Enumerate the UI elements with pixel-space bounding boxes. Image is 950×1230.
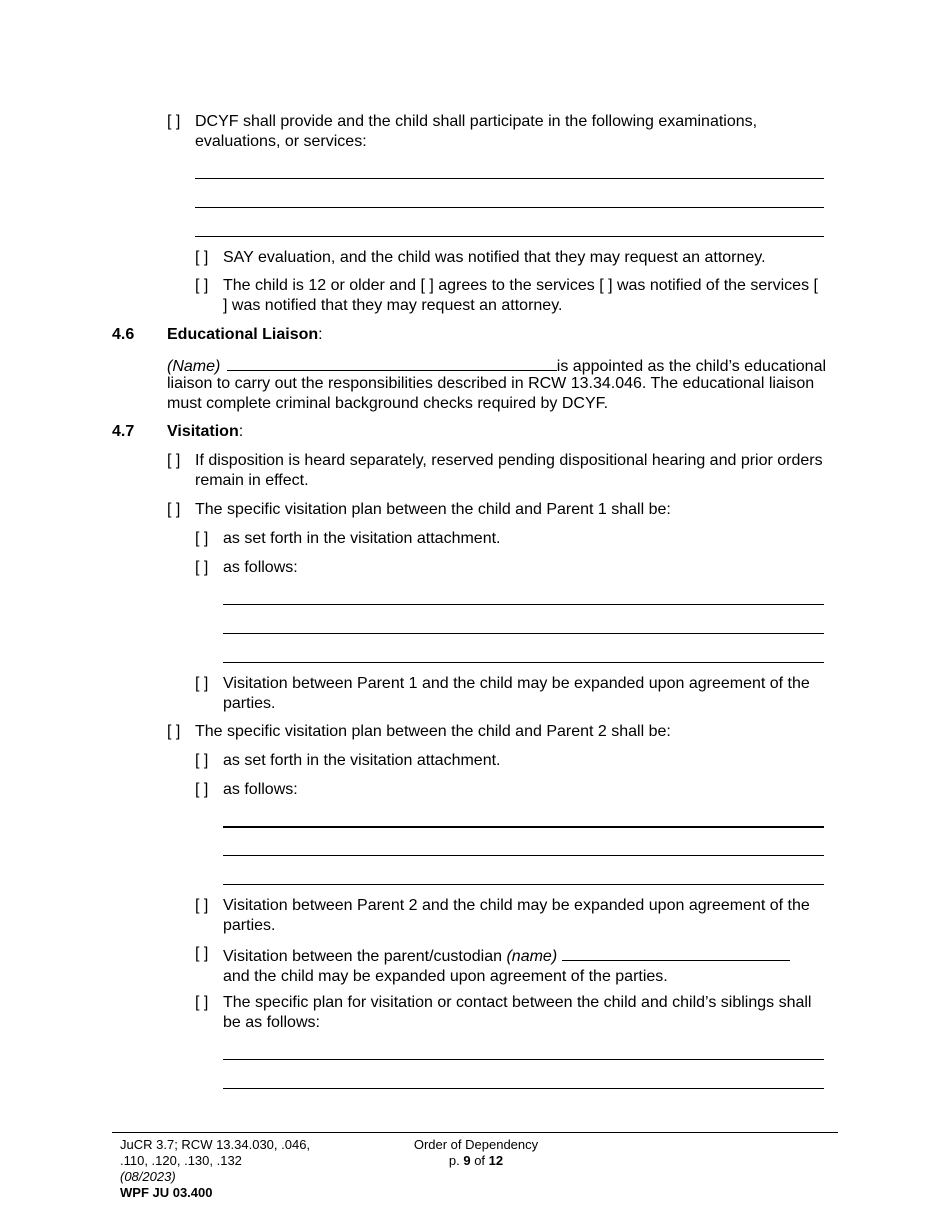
attachment-text: as set forth in the visitation attachment. xyxy=(223,530,501,547)
checkbox[interactable]: [ ] xyxy=(195,277,209,294)
say-evaluation-option xyxy=(195,248,825,268)
siblings-text: The specific plan for visitation or contact between the child and child’s siblings shall be as follows: xyxy=(223,994,812,1031)
checkbox[interactable]: [ ] xyxy=(167,113,181,130)
checkbox[interactable]: [ ] xyxy=(167,723,181,740)
fill-line[interactable] xyxy=(223,855,824,856)
section-heading: Educational Liaison: xyxy=(167,326,323,343)
say-evaluation-text: SAY evaluation, and the child was notified that they may request an attorney. xyxy=(223,249,766,266)
checkbox[interactable]: [ ] xyxy=(195,994,209,1011)
footer-form-id: WPF JU 03.400 xyxy=(120,1185,213,1200)
fill-line[interactable] xyxy=(223,662,824,663)
disposition-option xyxy=(167,451,827,491)
fill-line[interactable] xyxy=(223,1059,824,1060)
footer-rule xyxy=(112,1132,838,1133)
child-12-option xyxy=(195,276,825,316)
custodian-name-field[interactable] xyxy=(562,944,790,961)
as-follows-text: as follows: xyxy=(223,559,298,576)
footer-cite-line: .110, .120, .130, .132 xyxy=(120,1153,242,1168)
custodian-prefix: Visitation between the parent/custodian xyxy=(223,948,503,965)
parent1-as-follows-option xyxy=(195,558,825,578)
footer-title-block xyxy=(409,1137,543,1169)
checkbox[interactable]: [ ] xyxy=(195,752,209,769)
fill-line[interactable] xyxy=(223,884,824,885)
parent1-plan-option xyxy=(167,500,827,520)
parent2-attachment-option xyxy=(195,751,825,771)
parent2-plan-text: The specific visitation plan between the child and Parent 2 shall be: xyxy=(195,723,671,740)
section-number: 4.7 xyxy=(112,423,135,440)
parent1-expand-option xyxy=(195,674,825,714)
siblings-option xyxy=(195,993,825,1033)
footer-title: Order of Dependency xyxy=(413,1137,539,1152)
checkbox[interactable]: [ ] xyxy=(195,559,209,576)
liaison-name-field[interactable] xyxy=(227,354,557,371)
fill-line[interactable] xyxy=(195,236,824,237)
parent2-as-follows-option xyxy=(195,780,825,800)
footer-page-number: p. 9 of 12 xyxy=(448,1153,504,1168)
as-follows-text: as follows: xyxy=(223,781,298,798)
dcyf-services-text: DCYF shall provide and the child shall participate in the following examinations, evaluations, or services: xyxy=(195,113,758,150)
footer-cite-line: JuCR 3.7; RCW 13.34.030, .046, xyxy=(120,1137,311,1152)
checkbox[interactable]: [ ] xyxy=(195,945,209,962)
name-label: (name) xyxy=(506,948,558,965)
checkbox[interactable]: [ ] xyxy=(195,781,209,798)
parent1-attachment-option xyxy=(195,529,825,549)
checkbox[interactable]: [ ] xyxy=(195,249,209,266)
parent1-plan-text: The specific visitation plan between the child and Parent 1 shall be: xyxy=(195,501,671,518)
dcyf-services-option xyxy=(167,112,827,152)
footer-citation xyxy=(120,1137,310,1201)
fill-line[interactable] xyxy=(223,826,824,828)
attachment-text: as set forth in the visitation attachment. xyxy=(223,752,501,769)
custodian-suffix: and the child may be expanded upon agreement of the parties. xyxy=(223,968,668,985)
parent1-expand-text: Visitation between Parent 1 and the child may be expanded upon agreement of the parties. xyxy=(223,675,810,712)
parent2-plan-option xyxy=(167,722,827,742)
checkbox[interactable]: [ ] xyxy=(195,675,209,692)
disposition-text: If disposition is heard separately, reserved pending dispositional hearing and prior orders remain in effect. xyxy=(195,452,823,489)
section-number: 4.6 xyxy=(112,326,135,343)
checkbox[interactable]: [ ] xyxy=(167,452,181,469)
custodian-option xyxy=(195,944,825,987)
checkbox[interactable]: [ ] xyxy=(167,501,181,518)
child-12-text: The child is 12 or older and [ ] agrees to the services [ ] was notified of the services [ ] was notified that they may request an attorney. xyxy=(223,277,818,314)
fill-line[interactable] xyxy=(195,207,824,208)
checkbox[interactable]: [ ] xyxy=(195,530,209,547)
section-heading: Visitation: xyxy=(167,423,244,440)
parent2-expand-text: Visitation between Parent 2 and the child may be expanded upon agreement of the parties. xyxy=(223,897,810,934)
parent2-expand-option xyxy=(195,896,825,936)
checkbox[interactable]: [ ] xyxy=(195,897,209,914)
name-label: (Name) xyxy=(167,358,221,375)
fill-line[interactable] xyxy=(223,633,824,634)
liaison-text: liaison to carry out the responsibilities described in RCW 13.34.046. The educational liaison must complete criminal background checks required by DCYF. xyxy=(167,375,815,412)
appointed-text: is appointed as the child’s educational xyxy=(556,358,827,375)
fill-line[interactable] xyxy=(195,178,824,179)
fill-line[interactable] xyxy=(223,604,824,605)
fill-line[interactable] xyxy=(223,1088,824,1089)
footer-date: (08/2023) xyxy=(120,1169,176,1184)
